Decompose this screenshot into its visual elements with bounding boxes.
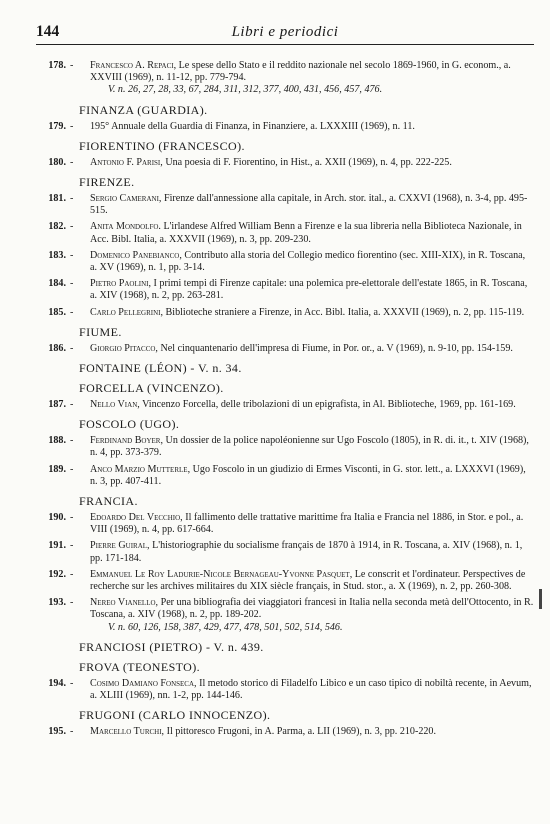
entry-number: 179. bbox=[48, 120, 66, 132]
section-heading: FORCELLA (VINCENZO). bbox=[79, 381, 224, 396]
entry-citation: , Le conscrit et l'ordinateur. Perspectives de recherche sur les archives militaires du XIX siècle français, in Stud. stor., a. X (1969), n. 2, pp. 260-308. bbox=[90, 568, 526, 593]
entry-text bbox=[90, 569, 534, 593]
entry-dash: - bbox=[70, 120, 74, 132]
bibliography-entry bbox=[36, 307, 534, 319]
entry-citation: , Firenze dall'annessione alla capitale, in Arch. stor. ital., a. CXXVI (1968), n. 3-4, pp. 495-515. bbox=[90, 193, 528, 217]
entry-number: 178. bbox=[48, 60, 66, 71]
entry-text bbox=[90, 597, 534, 621]
entry-citation: , Un dossier de la police napoléonienne sur Ugo Foscolo (1805), in R. di. it., t. XIV (1968), n. 4, pp. 373-379. bbox=[90, 435, 529, 459]
entry-citation: , Per una bibliografia dei viaggiatori francesi in Italia nella seconda metà dell'Ottocento, in R. Toscana, a. XIV (1968), n. 2, pp. 189-202. bbox=[90, 597, 534, 621]
bibliography-entry bbox=[36, 569, 534, 593]
entry-dash: - bbox=[70, 677, 74, 689]
entry-text bbox=[90, 435, 534, 459]
entry-number: 189. bbox=[48, 463, 66, 475]
section-heading: FRUGONI (CARLO INNOCENZO). bbox=[79, 708, 271, 723]
entry-number: 186. bbox=[48, 342, 66, 354]
entry-dash: - bbox=[70, 306, 74, 318]
bibliography-entry bbox=[36, 193, 534, 217]
entry-citation: , Ugo Foscolo in un giudizio di Ermes Visconti, in G. stor. lett., a. LXXXVI (1969), n. 3, pp. 407-411. bbox=[90, 463, 526, 487]
entry-author: Anco Marzio Mutterle bbox=[90, 463, 188, 475]
entry-number: 188. bbox=[48, 435, 66, 447]
entry-citation: , Vincenzo Forcella, delle tribolazioni di un epigrafista, in Al. Biblioteche, 1969, pp. 161-169. bbox=[137, 399, 516, 411]
bibliography-entry bbox=[36, 343, 534, 355]
entry-citation: , L'historiographie du socialisme français de 1870 à 1914, in R. Toscana, a. XIV (1968), n. 1, pp. 171-184. bbox=[90, 540, 523, 564]
entry-dash: - bbox=[70, 512, 74, 524]
entry-author: Giorgio Pitacco bbox=[90, 342, 156, 354]
entry-text bbox=[90, 157, 534, 169]
entry-author: Ferdinand Boyer bbox=[90, 435, 161, 447]
bibliography-entry bbox=[36, 221, 534, 245]
entry-author: Nereo Vianello bbox=[90, 597, 156, 609]
entry-text bbox=[90, 726, 534, 738]
entry-text bbox=[90, 221, 534, 245]
entry-author: Carlo Pellegrini bbox=[90, 306, 161, 318]
entry-author: Marcello Turchi bbox=[90, 726, 162, 738]
section-heading: FIRENZE. bbox=[79, 175, 135, 190]
entry-dash: - bbox=[70, 342, 74, 354]
bibliography-entry bbox=[36, 278, 534, 302]
entry-citation: , Il pittoresco Frugoni, in A. Parma, a. LII (1969), n. 3, pp. 210-220. bbox=[161, 726, 436, 738]
entry-number: 182. bbox=[48, 221, 66, 233]
bibliography-body bbox=[36, 60, 534, 743]
entry-cross-reference: V. n. 26, 27, 28, 33, 67, 284, 311, 312, 377, 400, 431, 456, 457, 476. bbox=[108, 84, 383, 96]
bibliography-entry bbox=[36, 726, 534, 738]
entry-number: 180. bbox=[48, 156, 66, 168]
entry-dash: - bbox=[70, 249, 74, 261]
entry-author: Emmanuel Le Roy Ladurie-Nicole Bernageau-Yvonne Pasquet bbox=[90, 568, 350, 580]
entry-citation: , Il metodo storico di Filadelfo Libico e un caso tipico di nobiltà recente, in Aevum, a. XLIII (1969), nn. 1-2, pp. 144-146. bbox=[90, 677, 532, 702]
bibliography-entry bbox=[36, 399, 534, 411]
entry-number: 193. bbox=[48, 597, 66, 609]
section-heading: FROVA (TEONESTO). bbox=[79, 659, 201, 674]
running-header bbox=[36, 22, 534, 45]
entry-author: Edoardo Del Vecchio bbox=[90, 512, 181, 524]
entry-dash: - bbox=[70, 597, 74, 609]
entry-citation: , Le spese dello Stato e il reddito nazionale nel secolo 1869-1960, in G. econom., a. XXVIII (1969), n. 11-12, pp. 779-794. bbox=[90, 60, 511, 84]
bibliography-entry bbox=[36, 250, 534, 274]
running-title: Libri e periodici bbox=[231, 24, 339, 40]
entry-citation: , Il fallimento delle trattative marittime fra Italia e Francia nel 1886, in Stor. e pol., a. VIII (1969), n. 4, pp. 617-664. bbox=[90, 512, 524, 536]
entry-text bbox=[90, 121, 534, 133]
entry-number: 184. bbox=[48, 278, 66, 290]
entry-author: Anita Mondolfo bbox=[90, 221, 159, 233]
bibliography-entry bbox=[36, 540, 534, 564]
page-number: 144 bbox=[36, 23, 60, 40]
bibliography-entry bbox=[36, 597, 534, 634]
entry-text bbox=[90, 278, 534, 302]
bibliography-entry bbox=[36, 60, 534, 97]
entry-text bbox=[90, 678, 534, 702]
bibliography-entry bbox=[36, 435, 534, 459]
entry-author: Nello Vian bbox=[90, 399, 138, 411]
entry-number: 195. bbox=[48, 726, 66, 738]
entry-text bbox=[90, 250, 534, 274]
entry-dash: - bbox=[70, 540, 74, 552]
entry-citation: , I primi tempi di Firenze capitale: una polemica pre-elettorale dell'estate 1865, in R. Toscana, a. XIV (1968), n. 2, pp. 263-281. bbox=[90, 278, 528, 302]
entry-dash: - bbox=[70, 60, 74, 71]
section-heading: FOSCOLO (UGO). bbox=[79, 417, 180, 432]
entry-citation: , Una poesia di F. Fiorentino, in Hist., a. XXII (1969), n. 4, pp. 222-225. bbox=[160, 156, 452, 168]
entry-dash: - bbox=[70, 726, 74, 738]
entry-dash: - bbox=[70, 463, 74, 475]
entry-citation: , Biblioteche straniere a Firenze, in Acc. Bibl. Italia, a. XXXVII (1969), n. 2, pp. 115-119. bbox=[160, 306, 525, 318]
section-heading: FINANZA (GUARDIA). bbox=[79, 102, 208, 117]
entry-citation: , Contributo alla storia del Collegio medico fiorentino (sec. XIII-XIX), in R. Toscana, a. XV (1969), n. 1, pp. 3-14. bbox=[90, 249, 526, 274]
entry-author: Sergio Camerani bbox=[90, 193, 159, 205]
entry-number: 185. bbox=[48, 306, 66, 318]
entry-text bbox=[90, 512, 534, 536]
entry-author: Domenico Panebianco bbox=[90, 249, 180, 261]
entry-dash: - bbox=[70, 399, 74, 411]
entry-text bbox=[90, 464, 534, 488]
entry-number: 194. bbox=[48, 677, 66, 689]
entry-text bbox=[90, 399, 534, 411]
entry-number: 181. bbox=[48, 193, 66, 205]
entry-author: Francesco A. Repaci bbox=[90, 60, 174, 71]
entry-dash: - bbox=[70, 435, 74, 447]
entry-citation: . L'irlandese Alfred William Benn a Firenze e la sua libreria nella Biblioteca Nazionale, in Acc. Bibl. Italia, a. XXXVII (1969), n. 3, pp. 209-230. bbox=[90, 221, 522, 245]
bibliography-entry bbox=[36, 157, 534, 169]
entry-number: 190. bbox=[48, 512, 66, 524]
entry-citation: 195° Annuale della Guardia di Finanza, in Finanziere, a. LXXXIII (1969), n. 11. bbox=[90, 120, 415, 132]
entry-number: 183. bbox=[48, 249, 66, 261]
entry-text bbox=[90, 193, 534, 217]
entry-number: 187. bbox=[48, 399, 66, 411]
bibliography-entry bbox=[36, 121, 534, 133]
entry-dash: - bbox=[70, 193, 74, 205]
entry-author: Pietro Paolini bbox=[90, 278, 149, 290]
bibliography-entry bbox=[36, 464, 534, 488]
entry-author: Pierre Guiral bbox=[90, 540, 148, 552]
entry-dash: - bbox=[70, 568, 74, 580]
entry-dash: - bbox=[70, 278, 74, 290]
entry-number: 192. bbox=[48, 568, 66, 580]
entry-text bbox=[90, 343, 534, 355]
bibliography-entry bbox=[36, 678, 534, 702]
section-heading: FIUME. bbox=[79, 324, 122, 339]
entry-text bbox=[90, 60, 534, 84]
margin-mark bbox=[539, 589, 542, 609]
bibliography-entry bbox=[36, 512, 534, 536]
entry-text bbox=[90, 540, 534, 564]
section-heading: FRANCIA. bbox=[79, 494, 138, 509]
entry-text bbox=[90, 307, 534, 319]
section-heading: FONTAINE (LÉON) - V. n. 34. bbox=[79, 361, 242, 376]
entry-cross-reference: V. n. 60, 126, 158, 387, 429, 477, 478, 501, 502, 514, 546. bbox=[108, 621, 343, 633]
entry-author: Cosimo Damiano Fonseca bbox=[90, 677, 195, 689]
entry-dash: - bbox=[70, 156, 74, 168]
entry-author: Antonio F. Parisi bbox=[90, 156, 161, 168]
section-heading: FIORENTINO (FRANCESCO). bbox=[79, 138, 245, 153]
entry-dash: - bbox=[70, 221, 74, 233]
section-heading: FRANCIOSI (PIETRO) - V. n. 439. bbox=[79, 639, 264, 654]
entry-number: 191. bbox=[48, 540, 66, 552]
entry-citation: , Nel cinquantenario dell'impresa di Fiume, in Por. or., a. V (1969), n. 9-10, pp. 154-159. bbox=[155, 342, 513, 354]
